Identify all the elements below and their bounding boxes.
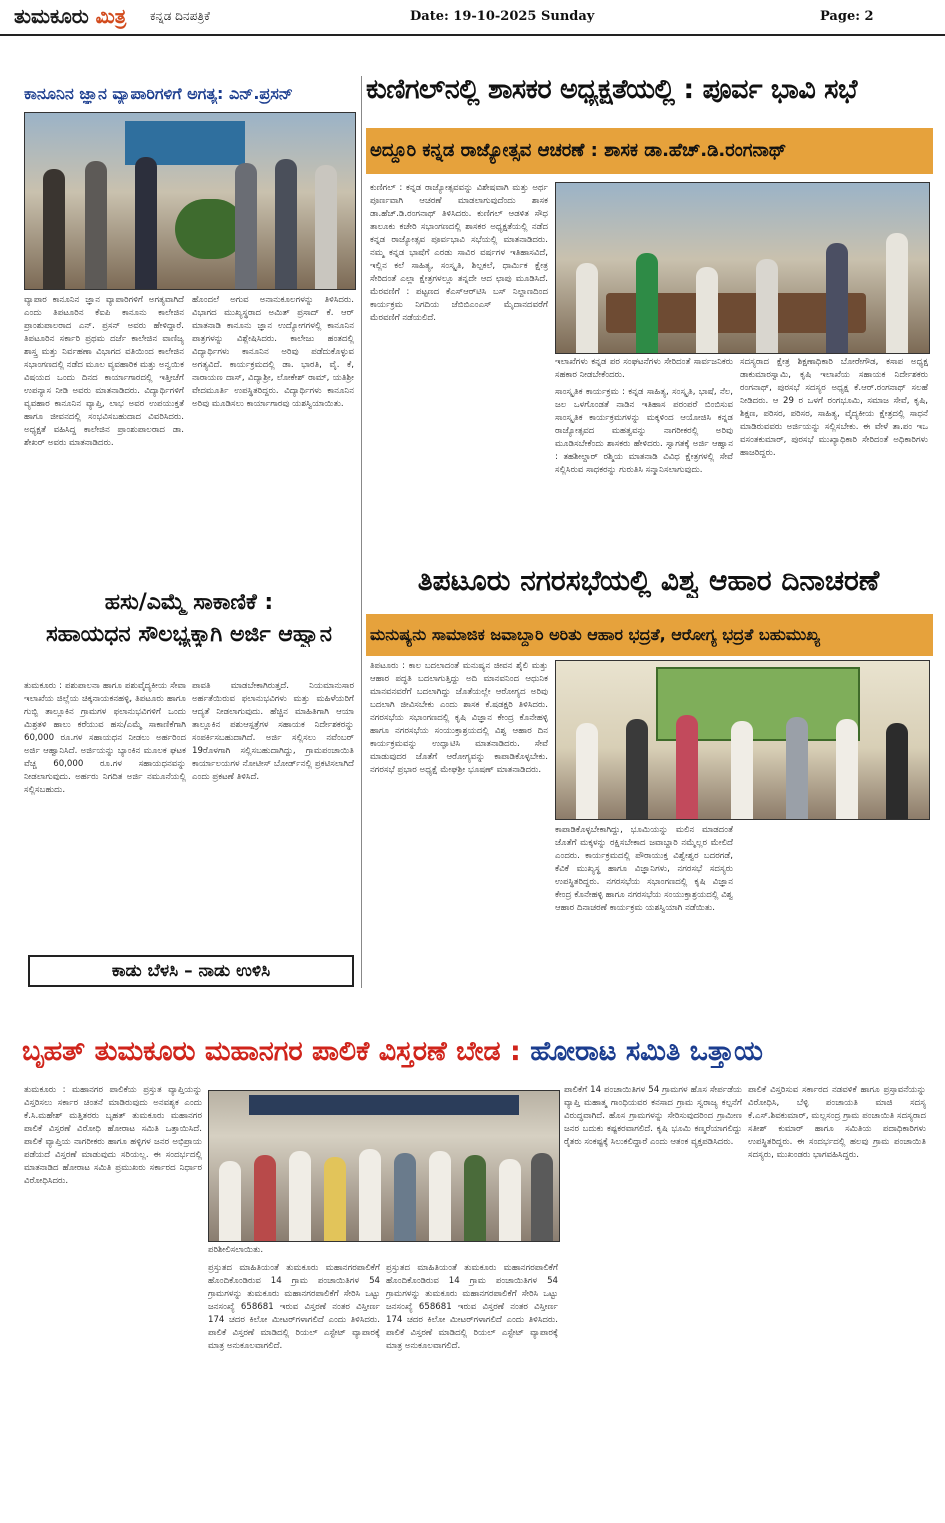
- newspaper-subtitle: ಕನ್ನಡ ದಿನಪತ್ರಿಕೆ: [150, 9, 211, 23]
- page-number: Page: 2: [820, 9, 874, 24]
- article5-photo: [208, 1090, 560, 1242]
- article3-body-col3: ಸದಸ್ಯರಾದ ಕ್ಷೇತ್ರ ಶಿಕ್ಷಣಾಧಿಕಾರಿ ಬೋರೇಗೌಡ, ಕಸಾಪ ಅಧ್ಯಕ್ಷ ಡಾಕುಮಾರಸ್ವಾಮಿ, ಕೃಷಿ ಇಲಾಖೆಯ ಸಹಾಯಕ ನಿರ್ದೇಶಕರು ರಂಗನಾಥ್, ಪುರಸಭೆ ಸದಸ್ಯರ ಅಧ್ಯಕ್ಷ ಕೆ.ಆರ್.ರಂಗನಾಥ್ ಸಲಹೆ ನೀಡಿದರು. ಆ 29 ರ ಒಳಗೆ ರಂಗಭೂಮಿ, ಸಮಾಜ ಸೇವೆ, ಕೃಷಿ, ಶಿಕ್ಷಣ, ಪರಿಸರ, ಪರಿಸರ, ಸಾಹಿತ್ಯ, ವೈದ್ಯಕೀಯ ಕ್ಷೇತ್ರದಲ್ಲಿ ಸಾಧನೆ ಮಾಡಿರುವವರು ಅರ್ಜಿಯನ್ನು ಸಲ್ಲಿಸಬೇಕು. ಈ ವೇಳೆ ತಾ.ಪಂ ಇಒ ವಸಂತಕುಮಾರ್, ಪುರಸಭೆ ಮುಖ್ಯಾಧಿಕಾರಿ ಸೇರಿದಂತೆ ಅಧಿಕಾರಿಗಳು ಹಾಜರಿದ್ದರು.: [740, 357, 928, 458]
- article5-photo-caption: ಪರಿಶೀಲಿಸಲಾಯಿತು.: [208, 1245, 264, 1255]
- article2-headline-line1: ಹಸು/ಎಮ್ಮೆ ಸಾಕಾಣಿಕೆ :: [104, 590, 274, 615]
- article1-body-col2: ಹೊಂದಲೆ ಅಗುವ ಅನಾನುಕೂಲಗಳನ್ನು ತಿಳಿಸಿದರು. ವಿಭಾಗದ ಮುಖ್ಯಸ್ಥರಾದ ಅಮಿತ್ ಪ್ರಸಾದ್ ಕೆ. ಆರ್ ಮಾತನಾಡಿ ಕಾನೂನು ಜ್ಞಾನ ಉದ್ಯೋಗಗಳಲ್ಲಿ ಕಾನೂನಿನ ಪಾತ್ರಗಳನ್ನು ವಿಶ್ಲೇಷಿಸಿದರು. ಕಾಲೇಜು ಹಂತದಲ್ಲಿ ವಿದ್ಯಾರ್ಥಿಗಳು ಕಾನೂನಿನ ಅರಿವು ಪಡೆದುಕೊಳ್ಳುವ ಅಗತ್ಯವಿದೆ. ಕಾರ್ಯಕ್ರಮದಲ್ಲಿ ಡಾ. ಭಾರತಿ, ವೈ. ಕೆ, ನಾರಾಯಣ ದಾಸ್, ವಿದ್ಯಾಶ್ರೀ, ಲೋಕೇಶ್ ರಾಮ್, ಯತಿಶ್ರೀ ವೇದಮೂರ್ತಿ ಉಪಸ್ಥಿತರಿದ್ದರು. ವಿದ್ಯಾರ್ಥಿಗಳು ಕಾನೂನಿನ ಅರಿವು ಮೂಡಿಸಲು ಕಾರ್ಯಾಗಾರವು ಯಶಸ್ವಿಯಾಯಿತು.: [192, 295, 354, 409]
- article3-photo: [555, 182, 930, 354]
- article3-headline: ಕುಣಿಗಲ್‌ನಲ್ಲಿ ಶಾಸಕರ ಅಧ್ಯಕ್ಷತೆಯಲ್ಲಿ : ಪೂರ್ವ ಭಾವಿ ಸಭೆ: [366, 74, 858, 105]
- article2-body-col1: ತುಮಕೂರು : ಪಶುಪಾಲನಾ ಹಾಗೂ ಪಶುವೈದ್ಯಕೀಯ ಸೇವಾ ಇಲಾಖೆಯ ಜಿಲ್ಲೆಯ ಚಿಕ್ಕನಾಯಕನಹಳ್ಳಿ, ತಿಪಟೂರು ಹಾಗೂ ಗುಬ್ಬಿ ತಾಲ್ಲೂಕಿನ ಗ್ರಾಮಗಳ ಫಲಾನುಭವಿಗಳಿಗೆ ಒಂದು ಮಿಶ್ರತಳಿ ಹಾಲು ಕರೆಯುವ ಹಸು/ಎಮ್ಮೆ ಸಾಕಾಣಿಕೆಗಾಗಿ 60,000 ರೂ.ಗಳ ಸಹಾಯಧನ ನೀಡಲು ಅರ್ಹರಿಂದ ಅರ್ಜಿ ಆಹ್ವಾನಿಸಿದೆ. ಅರ್ಜಿಯನ್ನು ಬ್ಯಾಂಕಿನ ಮೂಲಕ ಘಟಕ ವೆಚ್ಚ 60,000 ರೂ.ಗಳ ಸಹಾಯಧನವನ್ನು ನೀಡಲಾಗುವುದು. ಅರ್ಹರು ನಿಗದಿತ ಅರ್ಜಿ ನಮೂನೆಯಲ್ಲಿ ಸಲ್ಲಿಸಬಹುದು.: [24, 681, 186, 795]
- article4-subheadline: ಮನುಷ್ಯನು ಸಾಮಾಜಿಕ ಜವಾಬ್ದಾರಿ ಅರಿತು ಆಹಾರ ಭದ್ರತೆ, ಆರೋಗ್ಯ ಭದ್ರತೆ ಬಹುಮುಖ್ಯ: [366, 614, 933, 656]
- column-divider: [361, 76, 362, 988]
- newspaper-title: [14, 4, 126, 28]
- article5-body-col1: ತುಮಕೂರು : ಮಹಾನಗರ ಪಾಲಿಕೆಯ ಪ್ರಸ್ತುತ ವ್ಯಾಪ್ತಿಯನ್ನು ವಿಸ್ತರಿಸಲು ಸರ್ಕಾರ ಚಿಂತನೆ ಮಾಡಿರುವುದು ಅನವಶ್ಯಕ ಎಂದು ಕೆ.ಸಿ.ಮಹೇಶ್ ಮತ್ತಿತರರು ಬೃಹತ್ ತುಮಕೂರು ಮಹಾನಗರ ಪಾಲಿಕೆ ವಿಸ್ತರಣೆ ವಿರೋಧಿ ಹೋರಾಟ ಸಮಿತಿ ಒತ್ತಾಯಿಸಿದೆ. ಪಾಲಿಕೆ ವ್ಯಾಪ್ತಿಯ ನಾಗರೀಕರು ಹಾಗೂ ಹಳ್ಳಿಗಳ ಜನರ ಅಭಿಪ್ರಾಯ ಪಡೆಯದೆ ವಿಸ್ತರಣೆ ಮಾಡುವುದು ಸರಿಯಲ್ಲ. ಈ ಸಂದರ್ಭದಲ್ಲಿ ಮಾತನಾಡಿದ ಹೋರಾಟ ಸಮಿತಿ ಪ್ರಮುಖರು ಸರ್ಕಾರದ ನಿರ್ಧಾರ ವಿರೋಧಿಸಿದರು.: [24, 1085, 202, 1186]
- article5-headline-part1: ಬೃಹತ್ ತುಮಕೂರು ಮಹಾನಗರ ಪಾಲಿಕೆ ವಿಸ್ತರಣೆ ಬೇಡ :: [22, 1036, 521, 1067]
- article3-photo-caption: ಇಲಾಖೆಗಳು ಕನ್ನಡ ಪರ ಸಂಘಟನೆಗಳು ಸೇರಿದಂತೆ ಸಾರ್ವಜನಿಕರು ಸಹಕಾರ ನೀಡಬೇಕೆಂದರು.: [555, 357, 733, 380]
- slogan-box: ಕಾಡು ಬೆಳಸಿ – ನಾಡು ಉಳಿಸಿ: [28, 955, 354, 987]
- article2-body-col2: ಪಾವತಿ ಮಾಡಬೇಕಾಗಿರುತ್ತದೆ. ನಿಯಮಾನುಸಾರ ಅರ್ಹತೆಯಿರುವ ಫಲಾನುಭವಿಗಳು ಮತ್ತು ಮಹಿಳೆಯರಿಗೆ ಆದ್ಯತೆ ನೀಡಲಾಗುವುದು. ಹೆಚ್ಚಿನ ಮಾಹಿತಿಗಾಗಿ ಆಯಾ ತಾಲ್ಲೂಕಿನ ಪಶುಆಸ್ಪತ್ರೆಗಳ ಸಹಾಯಕ ನಿರ್ದೇಶಕರನ್ನು ಸಂಪರ್ಕಿಸಬಹುದಾಗಿದೆ. ಅರ್ಜಿ ಸಲ್ಲಿಸಲು ನವೆಂಬರ್ 19ರೊಳಗಾಗಿ ಸಲ್ಲಿಸಬಹುದಾಗಿದ್ದು, ಗ್ರಾಮಪಂಚಾಯಿತಿ ಕಾರ್ಯಾಲಯಗಳ ನೋಟೀಸ್ ಬೋರ್ಡ್‌ನಲ್ಲಿ ಪ್ರಕಟಿಸಲಾಗಿದೆ ಎಂದು ಪ್ರಕಟಣೆ ತಿಳಿಸಿದೆ.: [192, 681, 354, 782]
- article2-headline-line2: ಸಹಾಯಧನ ಸೌಲಭ್ಯಕ್ಕಾಗಿ ಅರ್ಜಿ ಆಹ್ವಾನ: [45, 622, 333, 647]
- title-part1: ತುಮಕೂರು: [14, 4, 89, 28]
- article1-headline: ಕಾನೂನಿನ ಜ್ಞಾನ ವ್ಯಾಪಾರಿಗಳಿಗೆ ಅಗತ್ಯ: ಎನ್.ಪ್ರಸನ್: [24, 84, 293, 103]
- title-part2: ಮಿತ್ರ: [95, 4, 127, 28]
- article5-body-col2b: ಪ್ರಸ್ತುತದ ಮಾಹಿತಿಯಂತೆ ತುಮಕೂರು ಮಹಾನಗರಪಾಲಿಕೆಗೆ ಹೊಂದಿಕೊಂಡಿರುವ 14 ಗ್ರಾಮ ಪಂಚಾಯಿತಿಗಳ 54 ಗ್ರಾಮಗಳನ್ನು ತುಮಕೂರು ಮಹಾನಗರಪಾಲಿಕೆಗೆ ಸೇರಿಸಿ ಒಟ್ಟು ಜನಸಂಖ್ಯೆ 658681 ಇರುವ ವಿಸ್ತರಣೆ ನಂತರ ವಿಸ್ತೀರ್ಣ 174 ಚದರ ಕಿಲೋ ಮೀಟರ್‌ಗಳಾಗಲಿದೆ ಎಂದು ತಿಳಿಸಿದರು. ಪಾಲಿಕೆ ವಿಸ್ತರಣೆ ಮಾಡಿದಲ್ಲಿ ರಿಯಲ್ ಎಸ್ಟೇಟ್ ವ್ಯಾಪಾರಕ್ಕೆ ಮಾತ್ರ ಅನುಕೂಲವಾಗಲಿದೆ.: [386, 1263, 558, 1351]
- article1-body-col1: ವ್ಯಾಪಾರ ಕಾನೂನಿನ ಜ್ಞಾನ ವ್ಯಾಪಾರಿಗಳಿಗೆ ಅಗತ್ಯವಾಗಿದೆ ಎಂದು ತಿಪಟೂರಿನ ಕೆಐಪಿ ಕಾನೂನು ಕಾಲೇಜಿನ ಪ್ರಾಂಶುಪಾಲರಾದ ಎನ್. ಪ್ರಸನ್ ಅವರು ಹೇಳಿದ್ದಾರೆ. ತಿಪಟೂರಿನ ಸರ್ಕಾರಿ ಪ್ರಥಮ ದರ್ಜೆ ಕಾಲೇಜಿನ ವಾಣಿಜ್ಯ ಶಾಸ್ತ್ರ ಮತ್ತು ನಿರ್ವಹಣಾ ವಿಭಾಗದ ವತಿಯಿಂದ ಕಾಲೇಜಿನ ಸಭಾಂಗಣದಲ್ಲಿ ನಡೆದ ಮೂಲ ವ್ಯವಹಾರಿಕ ಮತ್ತು ಅನ್ವಯಿಕ ವಿಷಯದ ಒಂದು ದಿನದ ಕಾರ್ಯಾಗಾರದಲ್ಲಿ ಇತ್ತೀಚೆಗೆ ಉಪನ್ಯಾಸ ನೀಡಿ ಅವರು ಮಾತನಾಡಿದರು. ವಿದ್ಯಾರ್ಥಿಗಳಿಗೆ ವ್ಯವಹಾರ ಕಾನೂನಿನ ವ್ಯಾಪ್ತಿ, ಲಾಭ ಅವರ ಉಪಯುಕ್ತತೆ ಹಾಗೂ ಜೀವನದಲ್ಲಿ ಸಂಭವಿಸಬಹುದಾದ ವಿವರಿಸಿದರು. ಅಧ್ಯಕ್ಷತೆ ವಹಿಸಿದ್ದ ಕಾಲೇಜಿನ ಪ್ರಾಂಶುಪಾಲರಾದ ಡಾ. ಶೇಖರ್ ಅವರು ಮಾತನಾಡಿದರು.: [24, 295, 184, 448]
- article5-headline: [22, 1036, 927, 1068]
- article3-subheadline: ಅದ್ದೂರಿ ಕನ್ನಡ ರಾಜ್ಯೋತ್ಸವ ಆಚರಣೆ : ಶಾಸಕ ಡಾ.ಹೆಚ್.ಡಿ.ರಂಗನಾಥ್: [366, 128, 933, 174]
- article3-body-col2: ಸಾಂಸ್ಕೃತಿಕ ಕಾರ್ಯಕ್ರಮ : ಕನ್ನಡ ಸಾಹಿತ್ಯ, ಸಂಸ್ಕೃತಿ, ಭಾಷೆ, ನೆಲ, ಜಲ ಒಳಗೊಂಡತೆ ನಾಡಿನ ಇತಿಹಾಸ ಪರಂಪರೆ ಬಿಂಬಿಸುವ ಸಾಂಸ್ಕೃತಿಕ ಕಾರ್ಯಕ್ರಮಗಳನ್ನು ಮಕ್ಕಳಿಂದ ಆಯೋಜಿಸಿ ಕನ್ನಡ ರಾಜ್ಯೋತ್ಸವದ ಮಹತ್ವವನ್ನು ನಾಗರೀಕರಲ್ಲಿ ಅರಿವು ಮೂಡಿಸಬೇಕೆಂದು ಶಾಸಕರು ಹೇಳಿದರು. ಸ್ವಾಗತಕ್ಕೆ ಅರ್ಜಿ ಆಹ್ವಾನ : ತಹಶೀಲ್ದಾರ್ ರಶ್ಮಿಯ ಮಾತನಾಡಿ ವಿವಿಧ ಕ್ಷೇತ್ರಗಳಲ್ಲಿ ಸೇವೆ ಸಲ್ಲಿಸಿರುವ ಸಾಧಕರನ್ನು ಗುರುತಿಸಿ ಸನ್ಮಾನಿಸಲಾಗುವುದು.: [555, 387, 733, 475]
- masthead: [0, 0, 945, 36]
- issue-date: Date: 19-10-2025 Sunday: [410, 9, 595, 24]
- article3-body-col1: ಕುಣಿಗಲ್ : ಕನ್ನಡ ರಾಜ್ಯೋತ್ಸವವನ್ನು ವಿಶೇಷವಾಗಿ ಮತ್ತು ಅರ್ಥ ಪೂರ್ಣವಾಗಿ ಆಚರಣೆ ಮಾಡಲಾಗುವುದೆಂದು ಶಾಸಕ ಡಾ.ಹೆಚ್.ಡಿ.ರಂಗನಾಥ್ ತಿಳಿಸಿದರು. ಕುಣಿಗಲ್ ಆಡಳಿತ ಸೌಧ ತಾಲೂಕು ಕಚೇರಿ ಸಭಾಂಗಣದಲ್ಲಿ ಶಾಸಕರ ಅಧ್ಯಕ್ಷತೆಯಲ್ಲಿ ನಡೆದ ಕನ್ನಡ ರಾಜ್ಯೋತ್ಸವ ಪೂರ್ವಭಾವಿ ಸಭೆಯಲ್ಲಿ ಮಾತನಾಡಿದರು. ನಮ್ಮ ಕನ್ನಡ ಭಾಷೆಗೆ ಎರಡು ಸಾವಿರ ವರ್ಷಗಳ ಇತಿಹಾಸವಿದೆ, ಇಲ್ಲಿನ ಕಲೆ ಸಾಹಿತ್ಯ, ಸಂಸ್ಕೃತಿ, ಶಿಲ್ಪಕಲೆ, ಧಾರ್ಮಿಕ ಕ್ಷೇತ್ರ ಸೇರಿದಂತೆ ಎಲ್ಲಾ ಕ್ಷೇತ್ರಗಳಲ್ಲೂ ತನ್ನದೇ ಆದ ಛಾಪು ಮೂಡಿಸಿದೆ. ಮೆರವಣಿಗೆ : ಪಟ್ಟಣದ ಕೆಎಸ್‌ಆರ್‌ಟಿಸಿ ಬಸ್ ನಿಲ್ದಾಣದಿಂದ ಕಾರ್ಯಕ್ರಮ ನಿಗದಿಯ ಜೆಬಿಬಿಎಂಎಸ್ ಮೈದಾನದವರೆಗೆ ಮೆರವಣಿಗೆ ನಡೆಯಲಿದೆ.: [370, 183, 548, 323]
- article4-body-col1: ತಿಪಟೂರು : ಕಾಲ ಬದಲಾದಂತೆ ಮನುಷ್ಯನ ಜೀವನ ಶೈಲಿ ಮತ್ತು ಆಹಾರ ಪದ್ಧತಿ ಬದಲಾಗುತ್ತಿದ್ದು ಅದಿ ಮಾನವನಿಂದ ಆಧುನಿಕ ಮಾನವನವರೆಗೆ ಬದಲಾಗಿದ್ದು ಜೊತೆಯಲ್ಲೇ ಆರೋಗ್ಯದ ಅರಿವು ಬದಲಾಗಿ ಜೀವಿಸಬೇಕು ಎಂದು ಶಾಸಕ ಕೆ.ಷಡಕ್ಷರಿ ತಿಳಿಸಿದರು. ನಗರಸಭೆಯ ಸಭಾಂಗಣದಲ್ಲಿ ಕೃಷಿ ವಿಜ್ಞಾನ ಕೇಂದ್ರ ಕೊನೇಹಳ್ಳಿ ಹಾಗೂ ನಗರಸಭೆಯ ಸಂಯುಕ್ತಾಶ್ರಯದಲ್ಲಿ ವಿಶ್ವ ಆಹಾರ ದಿನ ಕಾರ್ಯಕ್ರಮವನ್ನು ಉದ್ಘಾಟಿಸಿ ಮಾತನಾಡಿದರು. ಸೇವೆ ಮಾಡುವುದರ ಜೊತೆಗೆ ಆರೋಗ್ಯವನ್ನು ಕಾಪಾಡಿಕೊಳ್ಳಬೇಕು. ನಗರಸಭೆ ಪ್ರಭಾರ ಅಧ್ಯಕ್ಷೆ ಮೇಘಶ್ರೀ ಭೂಷಣ್ ಮಾತನಾಡಿದರು.: [370, 661, 548, 775]
- article4-body-col2: ಕಾಪಾಡಿಕೊಳ್ಳಬೇಕಾಗಿದ್ದು, ಭೂಮಿಯನ್ನು ಮಲಿನ ಮಾಡದಂತೆ ಜೊತೆಗೆ ಮಕ್ಕಳನ್ನು ರಕ್ಷಿಸಬೇಕಾದ ಜವಾಬ್ದಾರಿ ನಮ್ಮೆಲ್ಲರ ಮೇಲಿದೆ ಎಂದರು. ಕಾರ್ಯಕ್ರಮದಲ್ಲಿ ಪೌರಾಯುಕ್ತ ವಿಶ್ವೇಶ್ವರ ಬದರಗಡೆ, ಕೆವಿಕೆ ಮುಖ್ಯಸ್ಥ ಹಾಗೂ ವಿಜ್ಞಾನಿಗಳು, ನಗರಸಭೆ ಸದಸ್ಯರು ಉಪಸ್ಥಿತರಿದ್ದರು. ನಗರಸಭೆಯ ಸಭಾಂಗಣದಲ್ಲಿ ಕೃಷಿ ವಿಜ್ಞಾನ ಕೇಂದ್ರ ಕೊನೇಹಳ್ಳಿ ಹಾಗೂ ನಗರಸಭೆಯ ಸಂಯುಕ್ತಾಶ್ರಯದಲ್ಲಿ ವಿಶ್ವ ಆಹಾರ ದಿನಾಚರಣೆ ಕಾರ್ಯಕ್ರಮ ಯಶಸ್ವಿಯಾಗಿ ನಡೆಯಿತು.: [555, 825, 733, 913]
- article5-body-col4: ಪಾಲಿಕೆ ವಿಸ್ತರಿಸುವ ಸರ್ಕಾರದ ನಡವಳಿಕೆ ಹಾಗೂ ಪ್ರಸ್ತಾವನೆಯನ್ನು ವಿರೋಧಿಸಿ, ಬೆಳ್ಳಿ ಪಂಚಾಯತಿ ಮಾಜಿ ಸದಸ್ಯ ಕೆ.ಎಸ್.ಶಿವಕುಮಾರ್, ಮಲ್ಲಸಂದ್ರ ಗ್ರಾಮ ಪಂಚಾಯಿತಿ ಸದಸ್ಯರಾದ ಸತೀಶ್ ಕುಮಾರ್ ಹಾಗೂ ಸಮಿತಿಯ ಪದಾಧಿಕಾರಿಗಳು ಉಪಸ್ಥಿತರಿದ್ದರು. ಈ ಸಂದರ್ಭದಲ್ಲಿ ಹಲವು ಗ್ರಾಮ ಪಂಚಾಯಿತಿ ಸದಸ್ಯರು, ಮುಖಂಡರು ಭಾಗವಹಿಸಿದ್ದರು.: [748, 1085, 926, 1160]
- article1-photo: [24, 112, 356, 290]
- article5-headline-part2: ಹೋರಾಟ ಸಮಿತಿ ಒತ್ತಾಯ: [530, 1036, 763, 1067]
- article4-photo: [555, 660, 930, 820]
- article5-body-col3: ಪಾಲಿಕೆಗೆ 14 ಪಂಚಾಯಿತಿಗಳ 54 ಗ್ರಾಮಗಳ ಹೊಸ ಸೇರ್ಪಡೆಯ ವ್ಯಾಪ್ತಿ ಮಹಾತ್ಮ ಗಾಂಧಿಯವರ ಕನಸಾದ ಗ್ರಾಮ ಸ್ವರಾಜ್ಯ ಕಲ್ಪನೆಗೆ ವಿರುದ್ಧವಾಗಿದೆ. ಹೊಸ ಗ್ರಾಮಗಳನ್ನು ಸೇರಿಸುವುದರಿಂದ ಗ್ರಾಮೀಣ ಜನರ ಬದುಕು ಕಷ್ಟಕರವಾಗಲಿದೆ. ಕೃಷಿ ಭೂಮಿ ಕಣ್ಮರೆಯಾಗಲಿದ್ದು ರೈತರು ಸಂಕಷ್ಟಕ್ಕೆ ಸಿಲುಕಲಿದ್ದಾರೆ ಎಂದು ಆತಂಕ ವ್ಯಕ್ತಪಡಿಸಿದರು.: [564, 1085, 742, 1147]
- article4-headline: ತಿಪಟೂರು ನಗರಸಭೆಯಲ್ಲಿ ವಿಶ್ವ ಆಹಾರ ದಿನಾಚರಣೆ: [417, 564, 880, 597]
- article5-body-col2: ಪ್ರಸ್ತುತದ ಮಾಹಿತಿಯಂತೆ ತುಮಕೂರು ಮಹಾನಗರಪಾಲಿಕೆಗೆ ಹೊಂದಿಕೊಂಡಿರುವ 14 ಗ್ರಾಮ ಪಂಚಾಯಿತಿಗಳ 54 ಗ್ರಾಮಗಳನ್ನು ತುಮಕೂರು ಮಹಾನಗರಪಾಲಿಕೆಗೆ ಸೇರಿಸಿ ಒಟ್ಟು ಜನಸಂಖ್ಯೆ 658681 ಇರುವ ವಿಸ್ತರಣೆ ನಂತರ ವಿಸ್ತೀರ್ಣ 174 ಚದರ ಕಿಲೋ ಮೀಟರ್‌ಗಳಾಗಲಿದೆ ಎಂದು ತಿಳಿಸಿದರು. ಪಾಲಿಕೆ ವಿಸ್ತರಣೆ ಮಾಡಿದಲ್ಲಿ ರಿಯಲ್ ಎಸ್ಟೇಟ್ ವ್ಯಾಪಾರಕ್ಕೆ ಮಾತ್ರ ಅನುಕೂಲವಾಗಲಿದೆ.: [208, 1263, 380, 1351]
